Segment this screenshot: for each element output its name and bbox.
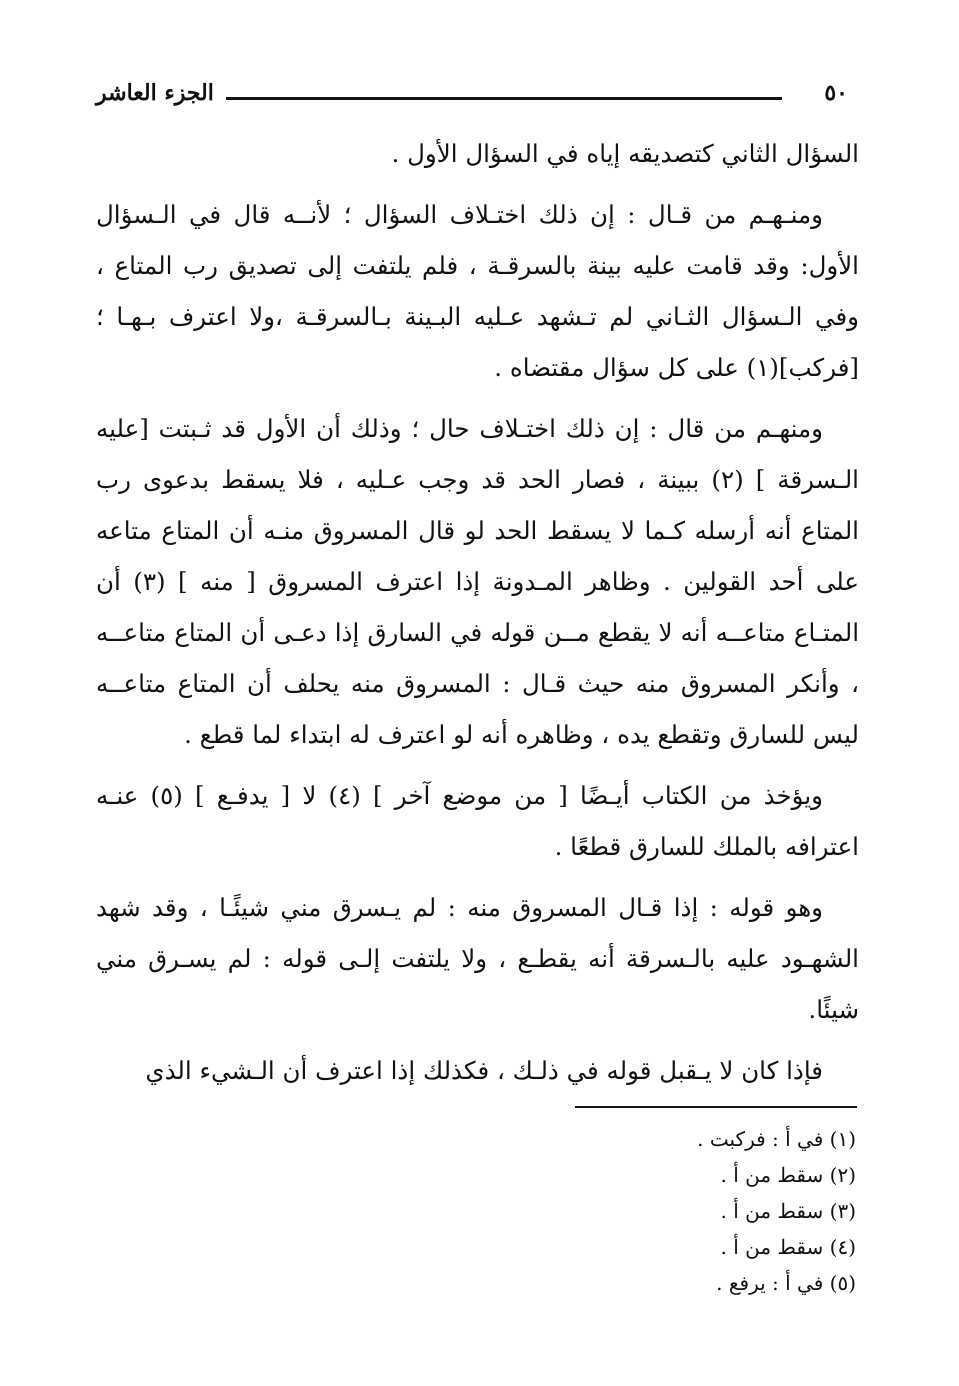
paragraph: وهو قوله : إذا قـال المسروق منه : لم يـسرق مني شيئًـا ، وقد شهد الشهـود عليه بالـسرقة أنه يقطـع ، ولا يلتفت إلـى قوله : لم يسـرق مني شيئًا. [96, 893, 859, 1024]
paragraph: فإذا كان لا يـقبل قوله في ذلـك ، فكذلك إذا اعترف أن الـشيء الذي [145, 1056, 823, 1085]
paragraph: ومنـهـم من قـال : إن ذلك اختـلاف السؤال ؛ لأنــه قال في الـسؤال الأول: وقد قامت عليه بينة بالسرقـة ، فلم يلتفت إلى تصديق رب المتاع ، وفي الـسؤال الثـاني لم تـشهد عـليه البـينة بـالسرقـة ،ولا اعترف بـهـا ؛ [فركب](١) على كل سؤال مقتضاه . [96, 200, 859, 382]
body-text [96, 128, 859, 1106]
footnote: (١) في أ : فركبت . [697, 1127, 856, 1151]
paragraph: ويؤخذ من الكتاب أيـضًا [ من موضع آخر ] (٤) لا [ يدفـع ] (٥) عنـه اعترافه بالملك للسارق قطعًا . [96, 781, 859, 861]
page-number: ٥٠ [824, 80, 848, 106]
running-title: الجزء العاشر [96, 80, 214, 106]
paragraph: السؤال الثاني كتصديقه إياه في السؤال الأول . [391, 139, 859, 168]
footnote: (٢) سقط من أ . [720, 1163, 856, 1187]
footnote: (٣) سقط من أ . [720, 1199, 856, 1223]
header-rule [226, 97, 782, 100]
paragraph: ومنهـم من قال : إن ذلك اختـلاف حال ؛ وذلك أن الأول قد ثـبتت [عليه الـسرقة ] (٢) ببينة ، فصار الحد قد وجب عـليه ، فلا يسقط بدعوى رب المتاع أنه أرسله كـما لا يسقط الحد لو قال المسروق منـه أن المتاع متاعه على أحد القولين . وظاهر المـدونة إذا اعترف المسروق [ منه ] (٣) أن المتـاع متاعــه أنه لا يقطع مــن قوله في السارق إذا دعـى أن المتاع متاعــه ، وأنكر المسروق منه حيث قـال : المسروق منه يحلف أن المتاع متاعــه ليس للسارق وتقطع يده ، وظاهره أنه لو اعترف له ابتداء لما قطع . [96, 414, 859, 749]
footnote-rule [575, 1106, 857, 1108]
footnote: (٤) سقط من أ . [720, 1235, 856, 1259]
footnote: (٥) في أ : يرفع . [716, 1271, 856, 1295]
page-header [96, 78, 856, 118]
footnotes [456, 1121, 856, 1301]
